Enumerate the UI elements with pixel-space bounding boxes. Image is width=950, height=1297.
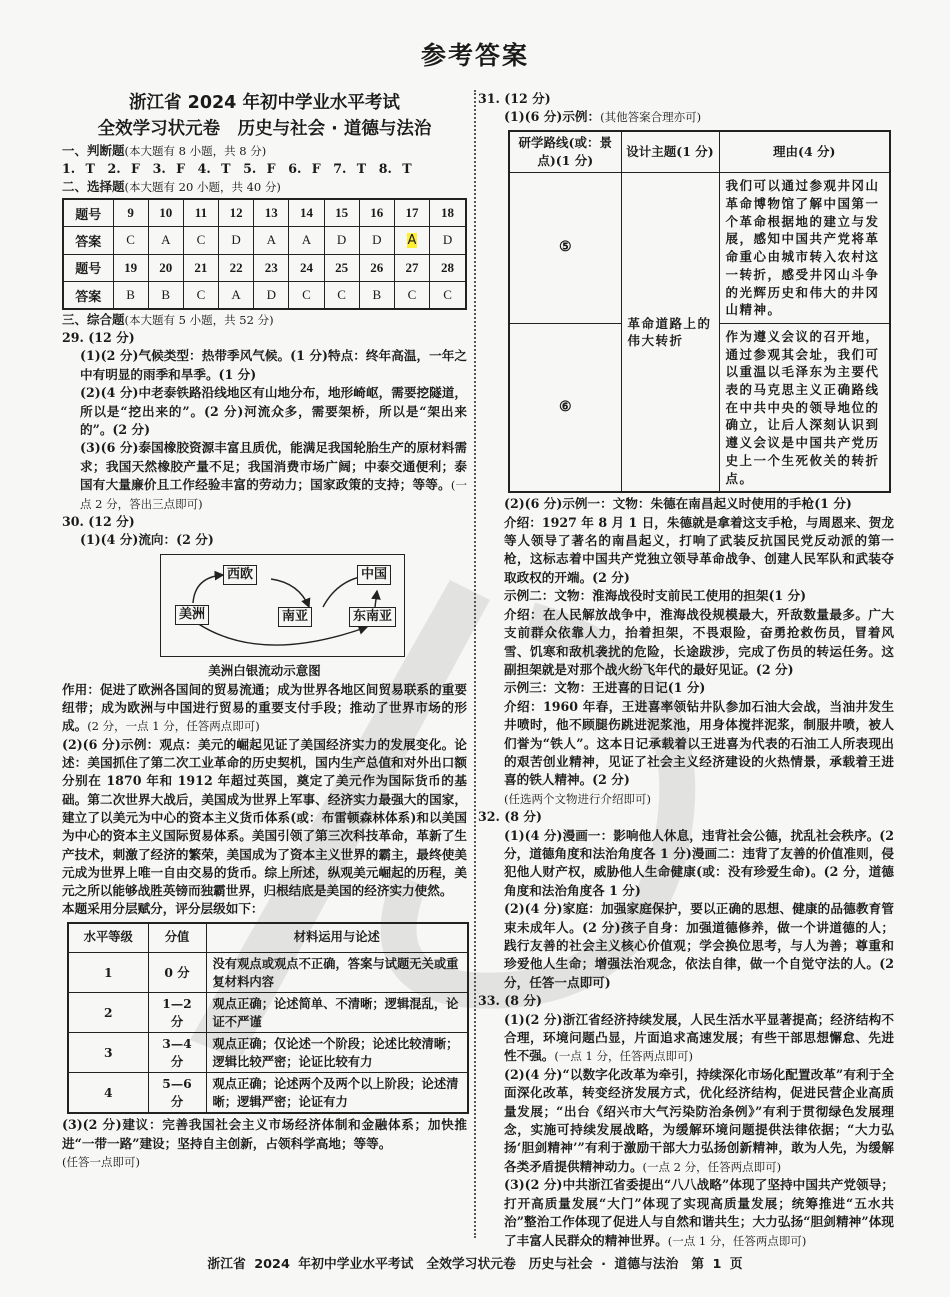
section1-heading (62, 142, 467, 160)
section2-heading (62, 178, 467, 196)
rubric-score: 0 分 (148, 953, 206, 993)
route-header: 研学路线(或：景点)(1 分) (509, 131, 621, 173)
question-number: 26 (359, 254, 394, 282)
answer-cell: C (430, 282, 466, 310)
rubric-header-desc: 材料运用与论述 (206, 923, 468, 953)
q30-part1: (1)(4 分)流向：(2 分) (80, 532, 214, 548)
q30-part3-text: (3)(2 分)建议：完善我国社会主义市场经济体制和金融体系；加快推进“一带一路”建设；坚持自主创新，占领科学高地；等等。 (62, 1117, 467, 1151)
q30-number: 30. (12 分) (62, 514, 135, 530)
question-number: 23 (254, 254, 289, 282)
reason-cell: 我们可以通过参观井冈山革命博物馆了解中国第一个革命根据地的建立与发展，感知中国共产党将革命重心由城市转入农村这一转折，感受井冈山斗争的光辉历史和伟大的井冈山精神。 (719, 173, 890, 324)
rubric-score: 5—6 分 (148, 1073, 206, 1114)
rubric-score: 3—4 分 (148, 1033, 206, 1073)
answer-cell: A (148, 227, 183, 255)
answer-table-row (63, 282, 466, 310)
page-footer: 浙江省 2024 年初中学业水平考试 全效学习状元卷 历史与社会 · 道德与法治 第 1 页 (207, 1257, 743, 1272)
question-number: 20 (148, 254, 183, 282)
question-number: 12 (219, 199, 254, 227)
rubric-desc: 观点正确；论述两个及两个以上阶段；论述清晰；逻辑严密；论证有力 (206, 1073, 468, 1114)
left-column (62, 90, 467, 1171)
theme-header: 设计主题(1 分) (621, 131, 719, 173)
node-western-europe: 西欧 (223, 565, 257, 585)
node-china: 中国 (357, 565, 391, 585)
q31-part1-note: (其他答案合理亦可) (600, 110, 702, 125)
answer-cell: C (113, 227, 148, 255)
question-number: 15 (324, 199, 359, 227)
q31-part2-example1-intro: 介绍：1927 年 8 月 1 日，朱德就是拿着这支手枪，与周恩来、贺龙等人领导了著名的南昌起义，打响了武装反抗国民党反动派的第一枪，这标志着中国共产党独立领导革命战争、创建人民军队和武装夺取政权的开端。(2 分) (504, 514, 894, 585)
answer-cell: C (183, 282, 218, 310)
rubric-row (68, 953, 468, 993)
rubric-desc: 观点正确；仅论述一个阶段；论述比较清晰；逻辑比较严密；论证比较有力 (206, 1033, 468, 1073)
row-label: 题号 (63, 254, 113, 282)
rubric-level: 3 (68, 1033, 148, 1073)
question-number: 14 (289, 199, 324, 227)
q29-part1: (1)(2 分)气候类型：热带季风气候。(1 分)特点：终年高温，一年之中有明显的雨季和旱季。(1 分) (80, 348, 467, 382)
q31-part2-example3-intro: 介绍：1960 年春，王进喜率领钻井队参加石油大会战，当油井发生井喷时，他不顾腿伤跳进泥浆池，用身体搅拌泥浆，制服井喷，被人们誉为“铁人”。这本日记承载着以王进喜为代表的石油工人所表现出的艰苦创业精神，见证了社会主义经济建设的火热情景，承载着王进喜的铁人精神。(2 分) (504, 698, 894, 788)
rubric-score: 1—2 分 (148, 993, 206, 1033)
q33-part2-note: (一点 2 分，任答两点即可) (642, 1159, 782, 1174)
question-number: 11 (183, 199, 218, 227)
q30-part3-note: (任答一点即可) (62, 1154, 140, 1169)
page-title: 参考答案 (420, 41, 529, 70)
q31-part1-text: (1)(6 分)示例： (504, 109, 601, 125)
answer-cell: D (324, 227, 359, 255)
highlighted-answer: A (407, 233, 417, 249)
answer-cell: C (183, 227, 218, 255)
q33-part3 (486, 1176, 894, 1250)
question-number: 25 (324, 254, 359, 282)
q33-part2-text: (2)(4 分)“以数字化改革为牵引，持续深化市场化配置改革”有利于全面深化改革，转变经济发展方式，优化经济结构，促进民营企业高质量发展；“出台《绍兴市大气污染防治条例》”有利于贯彻绿色发展理念，实施可持续发展战略，为缓解环境问题提供法律依据；“大力弘扬‘胆剑精神’”有利于激励干部大力弘扬创新精神，敢为人先，为缓解各类矛盾提供精神动力。 (504, 1066, 894, 1174)
q31-part1 (486, 108, 894, 126)
question-number: 10 (148, 199, 183, 227)
node-south-asia: 南亚 (278, 607, 312, 627)
rubric-level: 1 (68, 953, 148, 993)
rubric-header-score: 分值 (148, 923, 206, 953)
row-label: 答案 (63, 227, 113, 255)
exam-title (62, 90, 467, 142)
q29-part3-text: (3)(6 分)泰国橡胶资源丰富且质优，能满足我国轮胎生产的原材料需求；我国天然橡胶产量不足；我国消费市场广阔；中泰交通便利；泰国有大量廉价且工作经验丰富的劳动力；国家政策的支持；等等。 (80, 440, 467, 493)
answer-cell: C (289, 282, 324, 310)
arrow-western-europe-to-south-asia (271, 579, 309, 607)
right-column (478, 90, 894, 1250)
row-label: 答案 (63, 282, 113, 310)
row-label: 题号 (63, 199, 113, 227)
theme-cell: 革命道路上的伟大转折 (621, 173, 719, 492)
q32-number: 32. (8 分) (478, 809, 542, 825)
q33-part2 (486, 1066, 894, 1176)
route-cell: ⑤ (509, 173, 621, 324)
question-number: 16 (359, 199, 394, 227)
q29-part3-note: (一点 2 分，答出三点即可) (80, 478, 467, 511)
answer-table-row (63, 254, 466, 282)
section1-note: (本大题有 8 小题，共 8 分) (124, 144, 267, 158)
answer-cell: A (289, 227, 324, 255)
q32-part1: (1)(4 分)漫画一：影响他人休息，违背社会公德，扰乱社会秩序。(2 分，道德角度和法治角度各 1 分)漫画二：违背了友善的价值准则，侵犯他人财产权，威胁他人生命健康(或：没有珍爱生命)。(2 分，道德角度和法治角度各 1 分) (504, 827, 894, 898)
q30-effect-note: (2 分，一点 1 分，任答两点即可) (87, 719, 260, 734)
question-number: 19 (113, 254, 148, 282)
rubric-header-level: 水平等级 (68, 923, 148, 953)
question-number: 17 (394, 199, 429, 227)
answer-cell: D (254, 282, 289, 310)
answer-cell: B (359, 282, 394, 310)
question-number: 13 (254, 199, 289, 227)
question-number: 22 (219, 254, 254, 282)
q29-part2: (2)(4 分)中老泰铁路沿线地区有山地分布，地形崎岖，需要挖隧道，所以是“挖出来的”。(2 分)河流众多，需要架桥，所以是“架出来的”。(2 分) (80, 385, 467, 438)
q29-part3 (62, 439, 467, 513)
answer-cell (394, 227, 429, 255)
q33-part1-text: (1)(2 分)浙江省经济持续发展，人民生活水平显著提高；经济结构不合理，环境问题凸显，片面追求高速发展；有些干部思想懈怠、先进性不强。 (504, 1011, 894, 1064)
rubric-row (68, 1033, 468, 1073)
q31-part2-note: (任选两个文物进行介绍即可) (504, 791, 651, 806)
answer-cell: A (219, 282, 254, 310)
rubric-intro: 本题采用分层赋分，评分层级如下： (62, 901, 264, 917)
q31-part2-example2-intro: 介绍：在人民解放战争中，淮海战役规模最大，歼敌数量最多。广大支前群众依靠人力，抬着担架，不畏艰险，奋勇抢救伤员，冒着风雪、饥寒和敌机袭扰的危险，长途跋涉，完成了伤员的转运任务。这副担架就是对那个战火纷飞年代的最好见证。(2 分) (504, 606, 894, 677)
diagram-caption: 美洲白银流动示意图 (208, 662, 321, 678)
answer-cell: D (219, 227, 254, 255)
answer-cell: C (394, 282, 429, 310)
question-number: 27 (394, 254, 429, 282)
q31-part2-example2: 示例二：文物：淮海战役时支前民工使用的担架(1 分) (504, 588, 807, 604)
rubric-desc: 观点正确；论述简单、不清晰；逻辑混乱，论证不严谨 (206, 993, 468, 1033)
q32-part2: (2)(4 分)家庭：加强家庭保护，要以正确的思想、健康的品德教育管束未成年人。(2 分)孩子自身：加强道德修养，做一个讲道德的人；践行友善的社会主义核心价值观；学会换位思考，与人为善；尊重和珍爱他人生命；增强法治观念，依法自律，做一个自觉守法的人。(2 分，任答一点即可) (504, 901, 894, 990)
exam-title-line1: 浙江省 2024 年初中学业水平考试 (129, 93, 400, 113)
section2-note: (本大题有 20 小题，共 40 分) (124, 180, 281, 194)
route-cell: ⑥ (509, 323, 621, 492)
arrow-southeast-asia-to-china (375, 591, 377, 607)
q31-part2-example1: (2)(6 分)示例一：文物：朱德在南昌起义时使用的手枪(1 分) (504, 496, 852, 512)
q33-part1-note: (一点 1 分，任答两点即可) (554, 1049, 693, 1064)
question-number: 21 (183, 254, 218, 282)
node-southeast-asia: 东南亚 (349, 607, 396, 627)
answer-cell: C (324, 282, 359, 310)
node-americas: 美洲 (175, 605, 209, 625)
q30-effect (62, 681, 467, 736)
question-number: 9 (113, 199, 148, 227)
q33-number: 33. (8 分) (478, 993, 542, 1009)
answer-cell: D (359, 227, 394, 255)
column-divider (474, 90, 476, 1238)
rubric-desc: 没有观点或观点不正确，答案与试题无关或重复材料内容 (206, 953, 468, 993)
answer-table-row (63, 227, 466, 255)
route-row (509, 173, 890, 324)
answer-cell: B (113, 282, 148, 310)
q33-part1 (486, 1011, 894, 1066)
q30-effect-text: 作用：促进了欧洲各国间的贸易流通；成为世界各地区间贸易联系的重要纽带；成为欧洲与中国进行贸易的重要支付手段；推动了世界市场的形成。 (62, 681, 467, 734)
q31-number: 31. (12 分) (478, 91, 551, 106)
exam-title-line2: 全效学习状元卷 历史与社会 · 道德与法治 (97, 119, 432, 139)
answer-cell: B (148, 282, 183, 310)
arrow-americas-to-western-europe (193, 575, 223, 603)
rubric-level: 2 (68, 993, 148, 1033)
section3-note: (本大题有 5 小题，共 52 分) (124, 313, 274, 327)
study-route-table (508, 130, 891, 493)
rubric-level: 4 (68, 1073, 148, 1114)
q33-part3-note: (一点 1 分，任答两点即可) (667, 1233, 807, 1248)
section3-heading (62, 311, 467, 329)
choice-answer-table (62, 198, 467, 310)
section1-title: 一、判断题 (62, 143, 125, 158)
section2-title: 二、选择题 (62, 179, 125, 194)
reason-header: 理由(4 分) (719, 131, 890, 173)
question-number: 18 (430, 199, 466, 227)
q31-part2-example3: 示例三：文物：王进喜的日记(1 分) (504, 680, 706, 696)
section1-answers: 1. T 2. F 3. F 4. T 5. F 6. F 7. T 8. T (62, 161, 412, 176)
q29-number: 29. (12 分) (62, 330, 135, 345)
rubric-row (68, 993, 468, 1033)
answer-cell: D (430, 227, 466, 255)
question-number: 24 (289, 254, 324, 282)
q33-part3-text: (3)(2 分)中共浙江省委提出“八八战略”体现了坚持中国共产党领导；打开高质量发展“大门”体现了实现高质量发展；统筹推进“五水共治”整治工作体现了促进人与自然和谐共生；大力弘扬“胆剑精神”体现了丰富人民群众的精神世界。 (504, 1177, 894, 1248)
q30-part2: (2)(6 分)示例：观点：美元的崛起见证了美国经济实力的发展变化。论述：美国抓住了第二次工业革命的历史契机，国内生产总值和对外出口额分别在 1870 年和 1912 年超过英国，奠定了美元作为国际货币的基础。第二次世界大战后，美国成为世界上军事、经济实力最强大的国家，建立了以美元为中心的资本主义货币体系(或：布雷顿森林体系)和以美国为中心的资本主义国际贸易体系。美国引领了第三次科技革命，革新了生产技术，刺激了经济的繁荣，美国成为了资本主义世界的霸主，最终使美元成为世界上唯一自由交易的货币。综上所述，纵观美元崛起的历程，美元之所以能够战胜英镑而独霸世界，归根结底是美国的经济实力使然。 (62, 736, 467, 899)
answer-cell: A (254, 227, 289, 255)
answer-table-row (63, 199, 466, 227)
reason-cell: 作为遵义会议的召开地，通过参观其会址，我们可以重温以毛泽东为主要代表的马克思主义正确路线在中共中央的领导地位的确立，让后人深刻认识到遵义会议是中国共产党历史上一个生死攸关的转折点。 (719, 323, 890, 492)
rubric-table (67, 922, 469, 1115)
q30-part3 (62, 1116, 467, 1171)
silver-flow-diagram (160, 554, 405, 657)
rubric-row (68, 1073, 468, 1114)
question-number: 28 (430, 254, 466, 282)
section3-title: 三、综合题 (62, 312, 125, 327)
